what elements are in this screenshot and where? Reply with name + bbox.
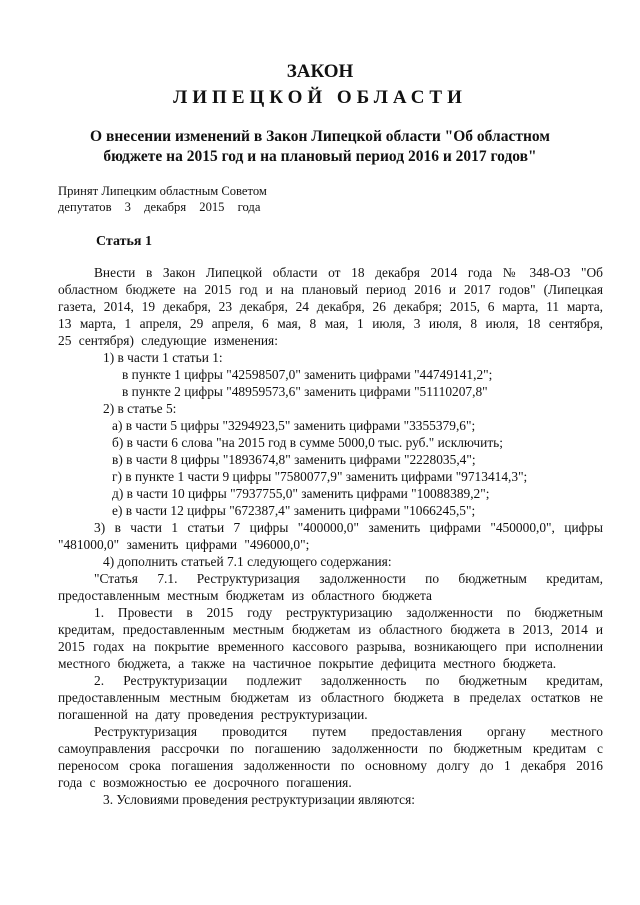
item-4: 4) дополнить статьей 7.1 следующего содержания: [103, 554, 392, 569]
item-2d: г) в пункте 1 части 9 цифры "7580077,9" заменить цифрами "9713414,3"; [112, 469, 528, 484]
law-title [60, 127, 580, 167]
item-3: 3) в части 1 статьи 7 цифры "400000,0" заменить цифрами "450000,0", цифры "481000,0" заменить цифрами "496000,0"; [58, 520, 603, 552]
adoption-line-2: депутатов 3 декабря 2015 года [58, 200, 261, 214]
paragraph-3: Реструктуризация проводится путем предоставления органу местного самоуправления рассрочки по погашению задолженности по бюджетным кредитам с переносом срока погашения задолженности по основному долгу до 1 декабря 2016 года с возможностью ее досрочного погашения. [58, 724, 603, 790]
adoption-line-1: Принят Липецким областным Советом [58, 184, 267, 198]
item-1a: в пункте 1 цифры "42598507,0" заменить цифрами "44749141,2"; [122, 367, 493, 382]
intro-paragraph: Внести в Закон Липецкой области от 18 декабря 2014 года № 348-ОЗ "Об областном бюджете на 2015 год и на плановый период 2016 и 2017 годов" (Липецкая газета, 2014, 19 декабря, 23 декабря, 24 декабря, 26 декабря; 2015, 6 марта, 11 марта, 13 марта, 1 апреля, 29 апреля, 6 мая, 8 мая, 1 июля, 3 июля, 8 июля, 18 сентября, 25 сентября) следующие изменения: [58, 265, 603, 348]
paragraph-4: 3. Условиями проведения реструктуризации являются: [103, 792, 415, 807]
region-name: ЛИПЕЦКОЙ ОБЛАСТИ [173, 87, 467, 108]
article-7-1-title: "Статья 7.1. Реструктуризация задолженности по бюджетным кредитам, предоставленным местным бюджетам из областного бюджета [58, 571, 603, 603]
title-line-1: О внесении изменений в Закон Липецкой области "Об областном [90, 128, 550, 145]
title-line-2: бюджете на 2015 год и на плановый период 2016 и 2017 годов" [103, 148, 537, 165]
item-2f: е) в части 12 цифры "672387,4" заменить цифрами "1066245,5"; [112, 503, 476, 518]
item-1: 1) в части 1 статьи 1: [103, 350, 223, 365]
adoption-note [58, 183, 267, 215]
law-header [0, 60, 640, 110]
paragraph-1: 1. Провести в 2015 году реструктуризацию задолженности по бюджетным кредитам, предоставленным местным бюджетам из областного бюджета в 2013, 2014 и 2015 годах на покрытие временного кассового разрыва, возникающего при исполнении местного бюджета, а также на частичное покрытие дефицита местного бюджета. [58, 605, 603, 671]
item-2c: в) в части 8 цифры "1893674,8" заменить цифрами "2228035,4"; [112, 452, 476, 467]
article-body [58, 264, 603, 808]
item-2: 2) в статье 5: [103, 401, 177, 416]
item-2a: а) в части 5 цифры "3294923,5" заменить цифрами "3355379,6"; [112, 418, 476, 433]
item-1b: в пункте 2 цифры "48959573,6" заменить цифрами "51110207,8" [122, 384, 488, 399]
law-label: ЗАКОН [286, 61, 354, 82]
paragraph-2: 2. Реструктуризации подлежит задолженность по бюджетным кредитам, предоставленным местным бюджетам из областного бюджета в пределах остатков не погашенной на дату проведения реструктуризации. [58, 673, 603, 722]
article-heading: Статья 1 [96, 234, 152, 249]
item-2b: б) в части 6 слова "на 2015 год в сумме 5000,0 тыс. руб." исключить; [112, 435, 503, 450]
item-2e: д) в части 10 цифры "7937755,0" заменить цифрами "10088389,2"; [112, 486, 490, 501]
